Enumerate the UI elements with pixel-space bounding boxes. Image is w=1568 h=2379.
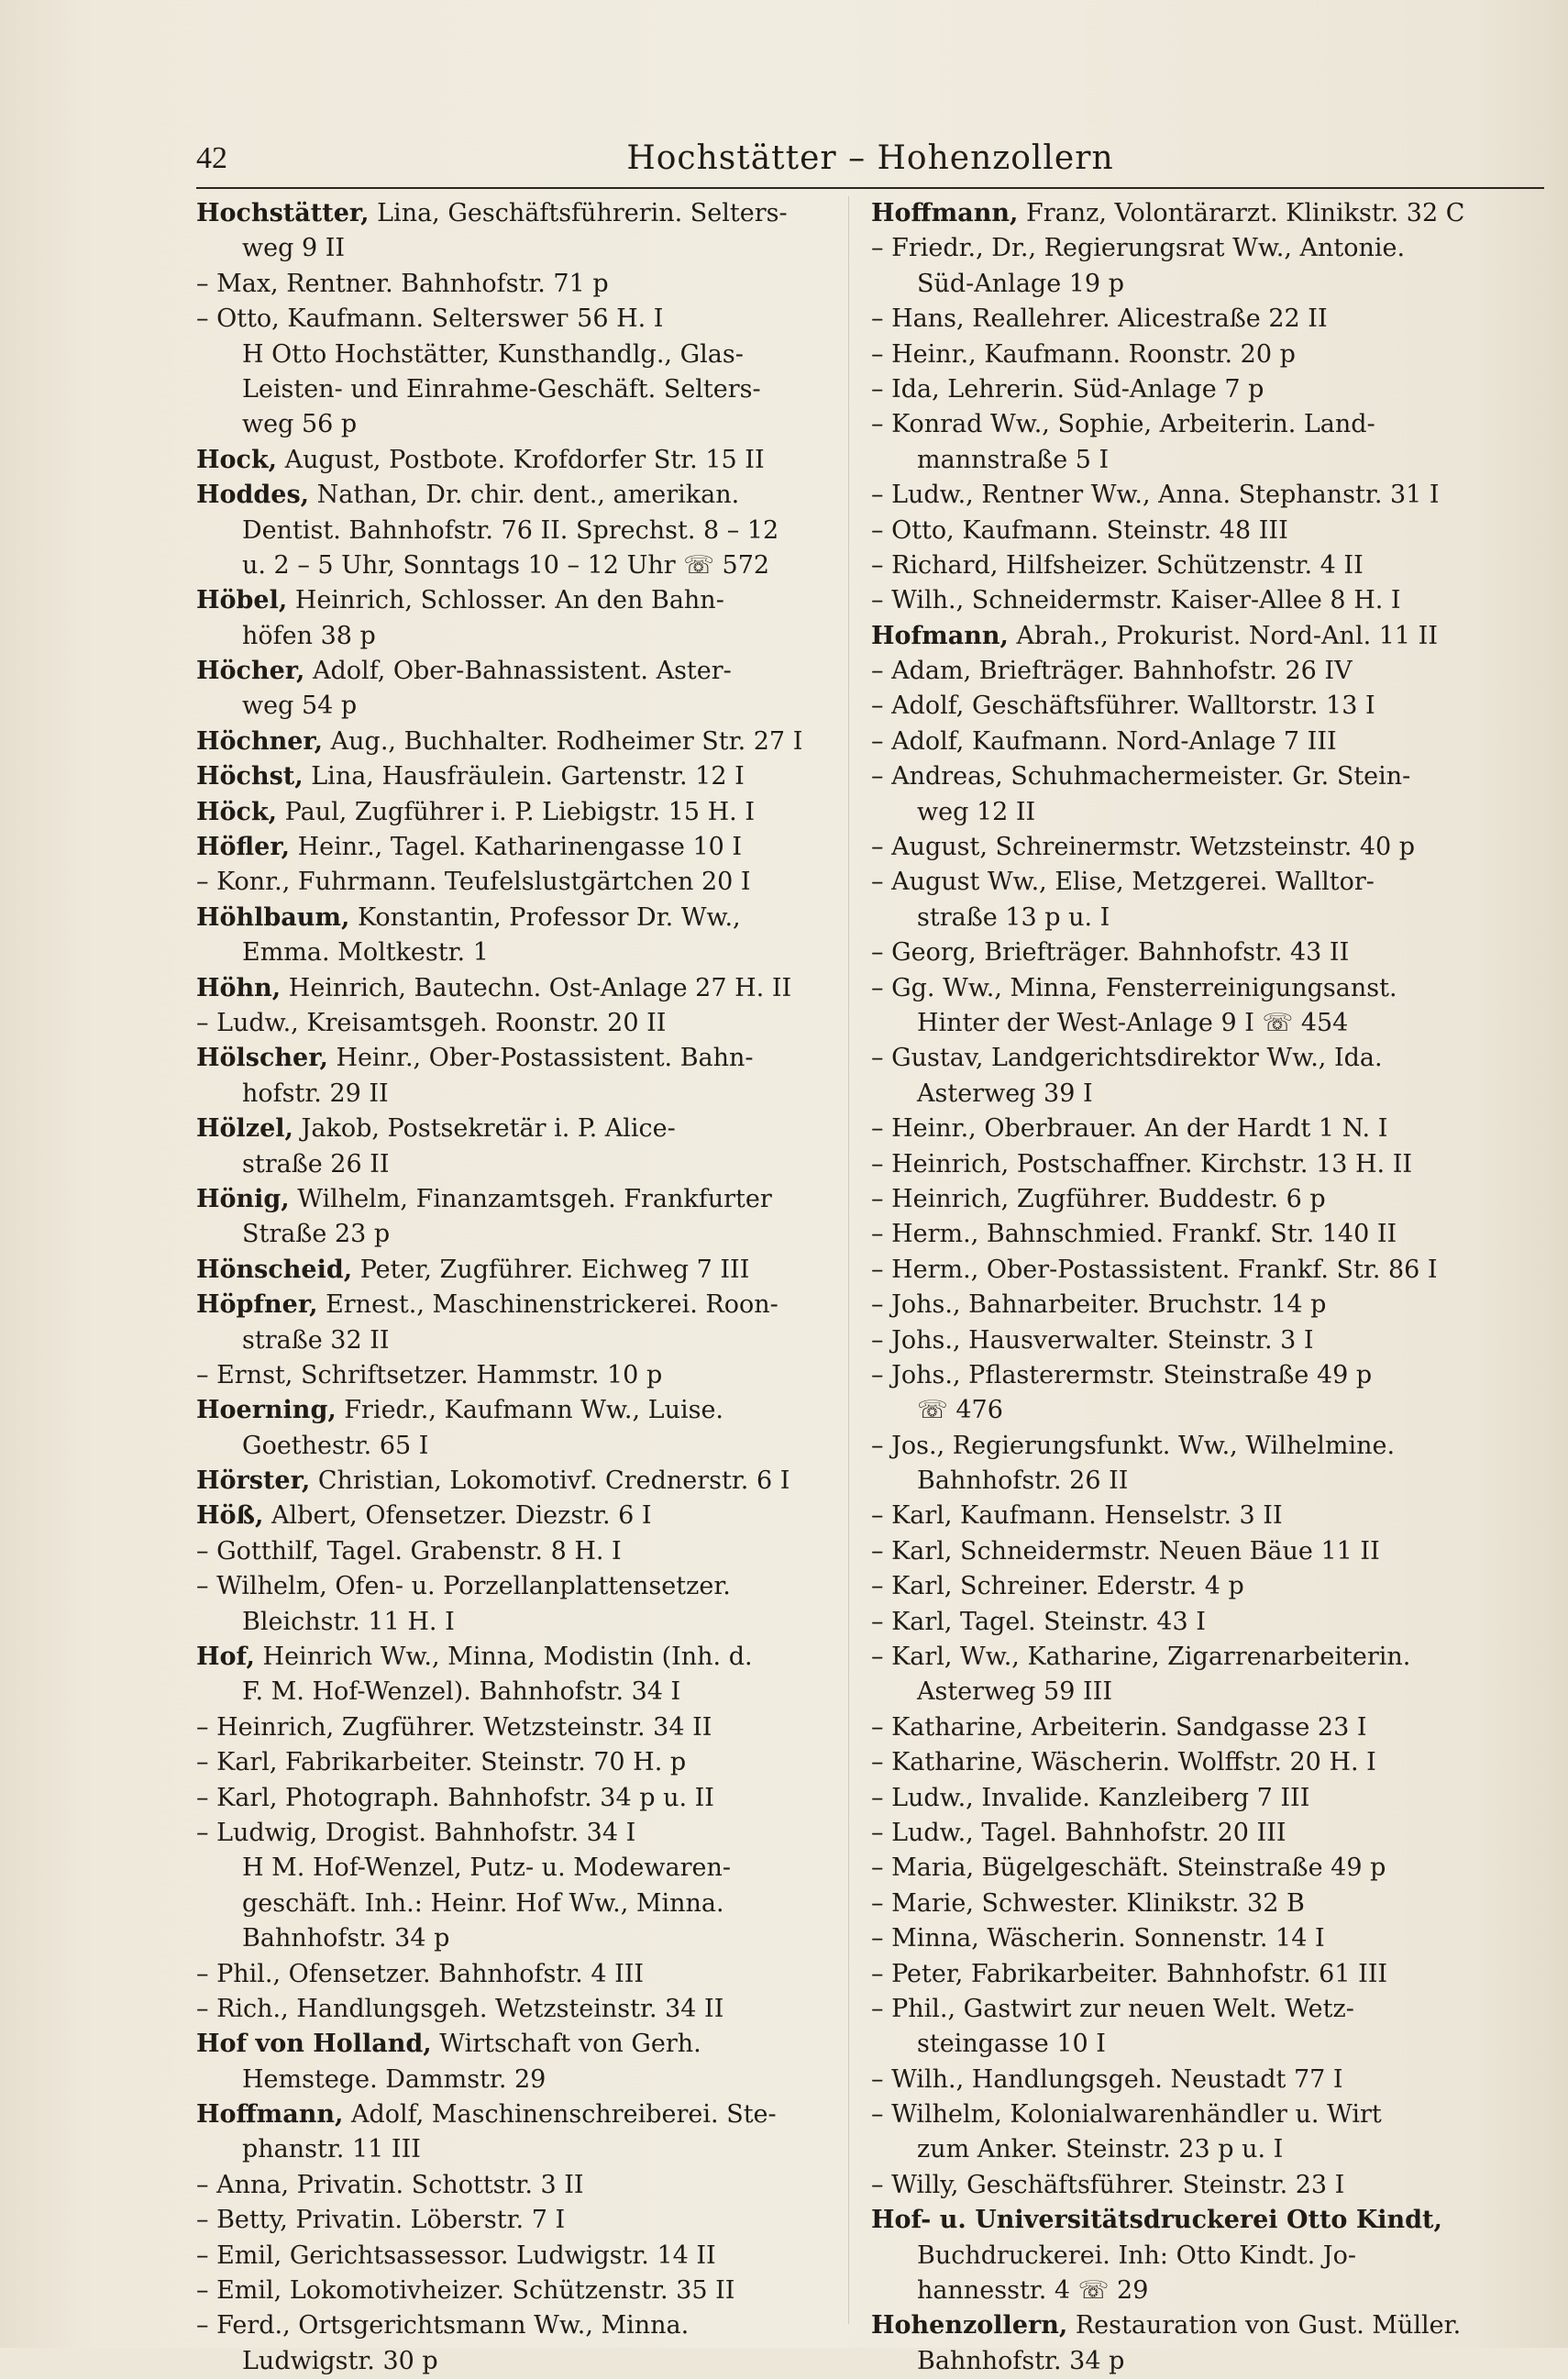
entry-text: – Adolf, Kaufmann. Nord-Anlage 7 III bbox=[871, 726, 1337, 756]
entry-text: – Adam, Briefträger. Bahnhofstr. 26 IV bbox=[871, 657, 1353, 686]
directory-line bbox=[196, 1745, 829, 1780]
directory-line bbox=[871, 1112, 1513, 1146]
directory-line bbox=[196, 231, 829, 266]
entry-surname: Hoffmann, bbox=[871, 199, 1019, 227]
directory-line bbox=[871, 725, 1513, 759]
entry-text: Dentist. Bahnhofstr. 76 II. Sprechst. 8 – 12 bbox=[242, 515, 779, 545]
directory-line bbox=[871, 1957, 1513, 1992]
directory-line bbox=[871, 337, 1513, 372]
directory-line bbox=[871, 2097, 1513, 2132]
entry-text: Heinrich, Bautechn. Ost-Anlage 27 H. II bbox=[281, 973, 792, 1002]
directory-line bbox=[196, 1992, 829, 2027]
directory-line bbox=[196, 1429, 829, 1464]
entry-text: – Konrad Ww., Sophie, Arbeiterin. Land- bbox=[871, 410, 1375, 439]
entry-text: Wirtschaft von Gerh. bbox=[431, 2030, 701, 2059]
directory-line bbox=[196, 1006, 829, 1041]
entry-text: – Gustav, Landgerichtsdirektor Ww., Ida. bbox=[871, 1044, 1383, 1073]
entry-text: – Heinrich, Zugführer. Buddestr. 6 p bbox=[871, 1184, 1326, 1213]
entry-text: – Wilh., Schneidermstr. Kaiser-Allee 8 H. I bbox=[871, 586, 1401, 615]
entry-text: Adolf, Maschinenschreiberei. Ste- bbox=[343, 2100, 777, 2130]
directory-line bbox=[196, 1499, 829, 1533]
entry-text: – Heinr., Kaufmann. Roonstr. 20 p bbox=[871, 339, 1296, 369]
directory-line bbox=[871, 1217, 1513, 1252]
directory-line bbox=[871, 1288, 1513, 1322]
entry-text: hofstr. 29 II bbox=[242, 1079, 389, 1108]
directory-line bbox=[871, 1041, 1513, 1076]
entry-text: Hinter der West-Anlage 9 I ☏ 454 bbox=[917, 1008, 1349, 1037]
entry-text: Jakob, Postsekretär i. P. Alice- bbox=[293, 1114, 676, 1144]
directory-line bbox=[871, 901, 1513, 935]
directory-line bbox=[196, 901, 829, 935]
directory-line bbox=[871, 2274, 1513, 2308]
entry-text: – Karl, Ww., Katharine, Zigarrenarbeiterin. bbox=[871, 1643, 1411, 1672]
entry-text: Buchdruckerei. Inh: Otto Kindt. Jo- bbox=[917, 2241, 1356, 2270]
entry-text: – Karl, Schreiner. Ederstr. 4 p bbox=[871, 1572, 1244, 1601]
entry-text: – Georg, Briefträger. Bahnhofstr. 43 II bbox=[871, 938, 1350, 968]
entry-text: H Otto Hochstätter, Kunsthandlg., Glas- bbox=[242, 339, 744, 369]
directory-line bbox=[871, 795, 1513, 830]
directory-line bbox=[871, 1534, 1513, 1569]
directory-line bbox=[871, 2132, 1513, 2167]
entry-text: weg 54 p bbox=[242, 692, 358, 721]
directory-line bbox=[196, 2168, 829, 2203]
entry-text: Asterweg 59 III bbox=[917, 1677, 1112, 1707]
entry-surname: Hörster, bbox=[196, 1466, 311, 1496]
entry-text: Hemstege. Dammstr. 29 bbox=[242, 2064, 547, 2094]
entry-text: straße 26 II bbox=[242, 1149, 390, 1178]
directory-line bbox=[871, 231, 1513, 266]
directory-line bbox=[196, 759, 829, 794]
entry-text: geschäft. Inh.: Heinr. Hof Ww., Minna. bbox=[242, 1888, 724, 1918]
entry-text: – Karl, Fabrikarbeiter. Steinstr. 70 H. p bbox=[196, 1748, 687, 1777]
entry-surname: Höhlbaum, bbox=[196, 902, 350, 932]
entry-text: Goethestr. 65 I bbox=[242, 1431, 429, 1460]
entry-text: – Konr., Fuhrmann. Teufelslustgärtchen 20 I bbox=[196, 868, 751, 897]
entry-surname: Hof, bbox=[196, 1643, 255, 1672]
directory-line bbox=[196, 548, 829, 583]
entry-surname: Höpfner, bbox=[196, 1290, 318, 1320]
entry-text: Aug., Buchhalter. Rodheimer Str. 27 I bbox=[323, 726, 803, 756]
directory-line bbox=[196, 1112, 829, 1146]
directory-line bbox=[871, 759, 1513, 794]
directory-line bbox=[196, 1781, 829, 1816]
entry-text: – Maria, Bügelgeschäft. Steinstraße 49 p bbox=[871, 1853, 1386, 1883]
directory-line bbox=[871, 407, 1513, 442]
directory-line bbox=[871, 1887, 1513, 1921]
directory-line bbox=[196, 2027, 829, 2062]
entry-text: Süd-Anlage 19 p bbox=[917, 269, 1124, 298]
entry-text: Franz, Volontärarzt. Klinikstr. 32 C bbox=[1018, 199, 1465, 227]
entry-text: – Ludw., Kreisamtsgeh. Roonstr. 20 II bbox=[196, 1008, 667, 1037]
directory-line bbox=[871, 1781, 1513, 1816]
entry-text: – Minna, Wäscherin. Sonnenstr. 14 I bbox=[871, 1924, 1325, 1953]
entry-text: straße 32 II bbox=[242, 1325, 390, 1355]
entry-surname: Höfler, bbox=[196, 833, 290, 862]
directory-line bbox=[871, 1393, 1513, 1428]
directory-line bbox=[871, 1429, 1513, 1464]
entry-text: – Heinrich, Postschaffner. Kirchstr. 13 H. II bbox=[871, 1149, 1413, 1178]
directory-line bbox=[196, 2063, 829, 2097]
directory-line bbox=[871, 548, 1513, 583]
entry-text: Ernest., Maschinenstrickerei. Roon- bbox=[317, 1290, 778, 1320]
directory-line bbox=[871, 2063, 1513, 2097]
entry-text: Heinrich, Schlosser. An den Bahn- bbox=[287, 586, 724, 615]
entry-text: Peter, Zugführer. Eichweg 7 III bbox=[352, 1255, 750, 1284]
entry-text: ☏ 476 bbox=[917, 1396, 1003, 1425]
directory-line bbox=[196, 1851, 829, 1886]
right-column bbox=[871, 196, 1513, 2375]
entry-text: – Johs., Hausverwalter. Steinstr. 3 I bbox=[871, 1325, 1314, 1355]
directory-line bbox=[196, 583, 829, 618]
column-separator bbox=[848, 196, 849, 2324]
entry-text: Konstantin, Professor Dr. Ww., bbox=[349, 902, 741, 932]
directory-line bbox=[871, 1816, 1513, 1851]
directory-line bbox=[196, 407, 829, 442]
running-title: Hochstätter – Hohenzollern bbox=[626, 139, 1114, 177]
directory-line bbox=[871, 1253, 1513, 1288]
entry-text: Ludwigstr. 30 p bbox=[242, 2346, 438, 2375]
directory-line bbox=[871, 478, 1513, 513]
entry-surname: Hönig, bbox=[196, 1184, 290, 1213]
directory-line bbox=[196, 1147, 829, 1182]
directory-line bbox=[196, 1253, 829, 1288]
entry-surname: Hochstätter, bbox=[196, 199, 370, 227]
directory-line bbox=[871, 1851, 1513, 1886]
directory-line bbox=[196, 2274, 829, 2308]
directory-line bbox=[196, 1393, 829, 1428]
entry-surname: Hof von Holland, bbox=[196, 2030, 432, 2059]
left-column bbox=[196, 196, 829, 2375]
directory-line bbox=[196, 971, 829, 1006]
entry-text: – Willy, Geschäftsführer. Steinstr. 23 I bbox=[871, 2170, 1345, 2199]
entry-text: – Peter, Fabrikarbeiter. Bahnhofstr. 61 III bbox=[871, 1959, 1388, 1988]
entry-text: – Gg. Ww., Minna, Fensterreinigungsanst. bbox=[871, 973, 1397, 1002]
entry-text: – Ida, Lehrerin. Süd-Anlage 7 p bbox=[871, 374, 1264, 404]
directory-line bbox=[871, 2308, 1513, 2343]
entry-text: Leisten- und Einrahme-Geschäft. Selters- bbox=[242, 374, 761, 404]
directory-line bbox=[196, 478, 829, 513]
entry-text: August, Postbote. Krofdorfer Str. 15 II bbox=[277, 445, 765, 474]
directory-line bbox=[871, 2168, 1513, 2203]
entry-text: Lina, Geschäftsführerin. Selters- bbox=[369, 199, 788, 227]
directory-line bbox=[196, 372, 829, 407]
entry-text: Lina, Hausfräulein. Gartenstr. 12 I bbox=[303, 762, 745, 791]
directory-line bbox=[871, 2239, 1513, 2274]
entry-surname: Hoddes, bbox=[196, 481, 310, 510]
entry-surname: Höck, bbox=[196, 797, 278, 826]
directory-line bbox=[196, 1605, 829, 1640]
directory-line bbox=[196, 1640, 829, 1675]
directory-line bbox=[196, 935, 829, 970]
directory-line bbox=[871, 302, 1513, 337]
entry-text: Heinr., Tagel. Katharinengasse 10 I bbox=[290, 833, 743, 862]
directory-line bbox=[196, 337, 829, 372]
directory-line bbox=[196, 2239, 829, 2274]
entry-text: – Phil., Ofensetzer. Bahnhofstr. 4 III bbox=[196, 1959, 645, 1988]
entry-text: – Heinrich, Zugführer. Wetzsteinstr. 34 II bbox=[196, 1712, 712, 1742]
entry-text: – Otto, Kaufmann. Selterswег 56 H. I bbox=[196, 304, 664, 334]
entry-surname: Höchst, bbox=[196, 762, 304, 791]
entry-text: – Katharine, Arbeiterin. Sandgasse 23 I bbox=[871, 1712, 1367, 1742]
entry-text: Bleichstr. 11 H. I bbox=[242, 1607, 455, 1636]
entry-text: – Karl, Tagel. Steinstr. 43 I bbox=[871, 1607, 1206, 1636]
entry-text: – Emil, Gerichtsassessor. Ludwigstr. 14 II bbox=[196, 2241, 716, 2270]
directory-line bbox=[196, 2203, 829, 2238]
entry-text: – Betty, Privatin. Löberstr. 7 I bbox=[196, 2206, 566, 2235]
directory-line bbox=[871, 1710, 1513, 1745]
entry-text: – Adolf, Geschäftsführer. Walltorstr. 13 I bbox=[871, 692, 1375, 721]
entry-surname: Hock, bbox=[196, 445, 278, 474]
entry-text: – Ludw., Rentner Ww., Anna. Stephanstr. 31 I bbox=[871, 481, 1440, 510]
entry-text: – Gotthilf, Tagel. Grabenstr. 8 H. I bbox=[196, 1536, 622, 1566]
directory-line bbox=[196, 2097, 829, 2132]
entry-text: Bahnhofstr. 34 p bbox=[242, 1924, 450, 1953]
entry-surname: Höchner, bbox=[196, 726, 324, 756]
directory-line bbox=[871, 196, 1513, 231]
directory-line bbox=[871, 689, 1513, 724]
entry-text: – Marie, Schwester. Klinikstr. 32 B bbox=[871, 1888, 1305, 1918]
entry-text: – Phil., Gastwirt zur neuen Welt. Wetz- bbox=[871, 1994, 1354, 2023]
entry-text: – August, Schreinermstr. Wetzsteinstr. 40 p bbox=[871, 833, 1416, 862]
directory-line bbox=[871, 372, 1513, 407]
directory-line bbox=[871, 654, 1513, 689]
entry-text: u. 2 – 5 Uhr, Sonntags 10 – 12 Uhr ☏ 572 bbox=[242, 550, 770, 580]
directory-line bbox=[196, 1921, 829, 1956]
directory-line bbox=[196, 1675, 829, 1710]
directory-line bbox=[871, 1006, 1513, 1041]
entry-text: Nathan, Dr. chir. dent., amerikan. bbox=[309, 481, 740, 510]
entry-text: – Herm., Ober-Postassistent. Frankf. Str. 86 I bbox=[871, 1255, 1438, 1284]
entry-text: – Wilh., Handlungsgeh. Neustadt 77 I bbox=[871, 2064, 1343, 2094]
directory-line bbox=[196, 1816, 829, 1851]
directory-line bbox=[871, 971, 1513, 1006]
directory-line bbox=[196, 1288, 829, 1322]
entry-surname: Höbel, bbox=[196, 586, 288, 615]
entry-text: Albert, Ofensetzer. Diezstr. 6 I bbox=[263, 1501, 652, 1531]
entry-text: Heinr., Ober-Postassistent. Bahn- bbox=[327, 1044, 754, 1073]
directory-line bbox=[196, 2308, 829, 2343]
entry-text: – Richard, Hilfsheizer. Schützenstr. 4 II bbox=[871, 550, 1364, 580]
entry-text: – August Ww., Elise, Metzgerei. Walltor- bbox=[871, 868, 1375, 897]
entry-text: – Max, Rentner. Bahnhofstr. 71 p bbox=[196, 269, 609, 298]
directory-line bbox=[196, 443, 829, 478]
directory-line bbox=[196, 795, 829, 830]
entry-text: straße 13 p u. I bbox=[917, 902, 1110, 932]
entry-surname: Höcher, bbox=[196, 657, 305, 686]
directory-line bbox=[871, 583, 1513, 618]
directory-line bbox=[871, 2344, 1513, 2379]
entry-text: – Ludw., Invalide. Kanzleiberg 7 III bbox=[871, 1783, 1310, 1812]
entry-text: Asterweg 39 I bbox=[917, 1079, 1093, 1108]
entry-text: höfen 38 p bbox=[242, 621, 376, 650]
entry-text: steingasse 10 I bbox=[917, 2030, 1106, 2059]
directory-line bbox=[196, 514, 829, 548]
entry-text: – Jos., Regierungsfunkt. Ww., Wilhelmine. bbox=[871, 1431, 1396, 1460]
directory-line bbox=[871, 1358, 1513, 1393]
entry-text: mannstraße 5 I bbox=[917, 445, 1110, 474]
entry-text: – Ernst, Schriftsetzer. Hammstr. 10 p bbox=[196, 1360, 663, 1389]
directory-line bbox=[196, 1358, 829, 1393]
entry-surname: Höß, bbox=[196, 1501, 264, 1531]
entry-text: weg 9 II bbox=[242, 234, 346, 263]
entry-text: Christian, Lokomotivf. Crednerstr. 6 I bbox=[310, 1466, 790, 1496]
entry-text: Abrah., Prokurist. Nord-Anl. 11 II bbox=[1008, 621, 1439, 650]
directory-line bbox=[871, 2203, 1513, 2238]
directory-line bbox=[871, 1323, 1513, 1358]
directory-line bbox=[871, 2027, 1513, 2062]
directory-line bbox=[871, 935, 1513, 970]
entry-text: – Ludwig, Drogist. Bahnhofstr. 34 I bbox=[196, 1818, 636, 1847]
entry-text: Emma. Moltkestr. 1 bbox=[242, 938, 489, 968]
entry-text: Restauration von Gust. Müller. bbox=[1067, 2311, 1462, 2340]
directory-line bbox=[871, 1675, 1513, 1710]
directory-line bbox=[871, 1464, 1513, 1499]
entry-text: F. M. Hof-Wenzel). Bahnhofstr. 34 I bbox=[242, 1677, 681, 1707]
directory-line bbox=[196, 830, 829, 865]
directory-line bbox=[871, 1182, 1513, 1217]
entry-text: hannesstr. 4 ☏ 29 bbox=[917, 2276, 1149, 2306]
directory-line bbox=[196, 1077, 829, 1112]
directory-line bbox=[196, 689, 829, 724]
directory-line bbox=[196, 1710, 829, 1745]
entry-text: – Hans, Reallehrer. Alicestraße 22 II bbox=[871, 304, 1328, 334]
entry-text: – Karl, Photograph. Bahnhofstr. 34 p u. II bbox=[196, 1783, 714, 1812]
directory-line bbox=[196, 267, 829, 302]
directory-line bbox=[871, 1921, 1513, 1956]
entry-text: – Ferd., Ortsgerichtsmann Ww., Minna. bbox=[196, 2311, 690, 2340]
directory-line bbox=[196, 1217, 829, 1252]
directory-line bbox=[871, 865, 1513, 900]
entry-text: Bahnhofstr. 34 p bbox=[917, 2346, 1125, 2375]
directory-line bbox=[871, 514, 1513, 548]
entry-text: – Emil, Lokomotivheizer. Schützenstr. 35 II bbox=[196, 2276, 735, 2306]
directory-line bbox=[196, 1041, 829, 1076]
directory-line bbox=[871, 1992, 1513, 2027]
entry-text: – Heinr., Oberbrauer. An der Hardt 1 N. I bbox=[871, 1114, 1388, 1144]
entry-text: – Otto, Kaufmann. Steinstr. 48 III bbox=[871, 515, 1288, 545]
page-number: 42 bbox=[196, 141, 227, 175]
directory-line bbox=[196, 302, 829, 337]
entry-surname: Hölscher, bbox=[196, 1044, 328, 1073]
entry-text: – Wilhelm, Kolonialwarenhändler u. Wirt bbox=[871, 2100, 1382, 2130]
directory-line bbox=[871, 443, 1513, 478]
entry-text: – Johs., Pflasterermstr. Steinstraße 49 p bbox=[871, 1360, 1373, 1389]
entry-text: – Rich., Handlungsgeh. Wetzsteinstr. 34 II bbox=[196, 1994, 724, 2023]
entry-surname: Hof- u. Universitätsdruckerei Otto Kindt, bbox=[871, 2206, 1442, 2235]
directory-line bbox=[196, 1323, 829, 1358]
directory-line bbox=[196, 619, 829, 654]
entry-text: phanstr. 11 III bbox=[242, 2135, 421, 2164]
directory-line bbox=[871, 1147, 1513, 1182]
entry-text: Heinrich Ww., Minna, Modistin (Inh. d. bbox=[254, 1643, 753, 1672]
directory-line bbox=[196, 2132, 829, 2167]
directory-line bbox=[196, 865, 829, 900]
directory-line bbox=[871, 267, 1513, 302]
directory-line bbox=[196, 1887, 829, 1921]
directory-line bbox=[196, 1464, 829, 1499]
directory-line bbox=[871, 1640, 1513, 1675]
entry-surname: Hofmann, bbox=[871, 621, 1009, 650]
entry-text: Bahnhofstr. 26 II bbox=[917, 1466, 1129, 1496]
entry-text: – Katharine, Wäscherin. Wolffstr. 20 H. I bbox=[871, 1748, 1376, 1777]
entry-text: – Karl, Schneidermstr. Neuen Bäue 11 II bbox=[871, 1536, 1380, 1566]
entry-text: Adolf, Ober-Bahnassistent. Aster- bbox=[304, 657, 732, 686]
entry-text: Friedr., Kaufmann Ww., Luise. bbox=[336, 1396, 724, 1425]
entry-surname: Hohenzollern, bbox=[871, 2311, 1068, 2340]
entry-text: – Friedr., Dr., Regierungsrat Ww., Antonie. bbox=[871, 234, 1406, 263]
directory-line bbox=[196, 725, 829, 759]
entry-text: H M. Hof-Wenzel, Putz- u. Modewaren- bbox=[242, 1853, 731, 1883]
entry-text: Straße 23 p bbox=[242, 1220, 391, 1249]
entry-text: weg 12 II bbox=[917, 797, 1036, 826]
directory-line bbox=[196, 654, 829, 689]
directory-line bbox=[196, 1534, 829, 1569]
page-header bbox=[196, 136, 1544, 189]
directory-line bbox=[196, 1957, 829, 1992]
entry-surname: Hoffmann, bbox=[196, 2100, 344, 2130]
entry-surname: Hönscheid, bbox=[196, 1255, 353, 1284]
entry-surname: Höhn, bbox=[196, 973, 282, 1002]
entry-text: Wilhelm, Finanzamtsgeh. Frankfurter bbox=[289, 1184, 772, 1213]
directory-line bbox=[871, 1569, 1513, 1604]
entry-text: – Herm., Bahnschmied. Frankf. Str. 140 II bbox=[871, 1220, 1397, 1249]
entry-surname: Hölzel, bbox=[196, 1114, 293, 1144]
directory-line bbox=[871, 1605, 1513, 1640]
directory-line bbox=[871, 1499, 1513, 1533]
entry-text: zum Anker. Steinstr. 23 p u. I bbox=[917, 2135, 1284, 2164]
directory-line bbox=[871, 830, 1513, 865]
entry-text: – Anna, Privatin. Schottstr. 3 II bbox=[196, 2170, 584, 2199]
entry-text: – Karl, Kaufmann. Henselstr. 3 II bbox=[871, 1501, 1283, 1531]
directory-line bbox=[196, 2344, 829, 2379]
directory-line bbox=[871, 1745, 1513, 1780]
entry-text: – Ludw., Tagel. Bahnhofstr. 20 III bbox=[871, 1818, 1286, 1847]
entry-text: – Andreas, Schuhmachermeister. Gr. Stein- bbox=[871, 762, 1411, 791]
entry-text: – Johs., Bahnarbeiter. Bruchstr. 14 p bbox=[871, 1290, 1327, 1320]
directory-line bbox=[196, 196, 829, 231]
directory-line bbox=[871, 1077, 1513, 1112]
directory-line bbox=[196, 1182, 829, 1217]
directory-line bbox=[871, 619, 1513, 654]
entry-text: – Wilhelm, Ofen- u. Porzellanplattensetzer. bbox=[196, 1572, 731, 1601]
directory-line bbox=[196, 1569, 829, 1604]
entry-text: weg 56 p bbox=[242, 410, 358, 439]
entry-surname: Hoerning, bbox=[196, 1396, 337, 1425]
entry-text: Paul, Zugführer i. P. Liebigstr. 15 H. I bbox=[277, 797, 756, 826]
